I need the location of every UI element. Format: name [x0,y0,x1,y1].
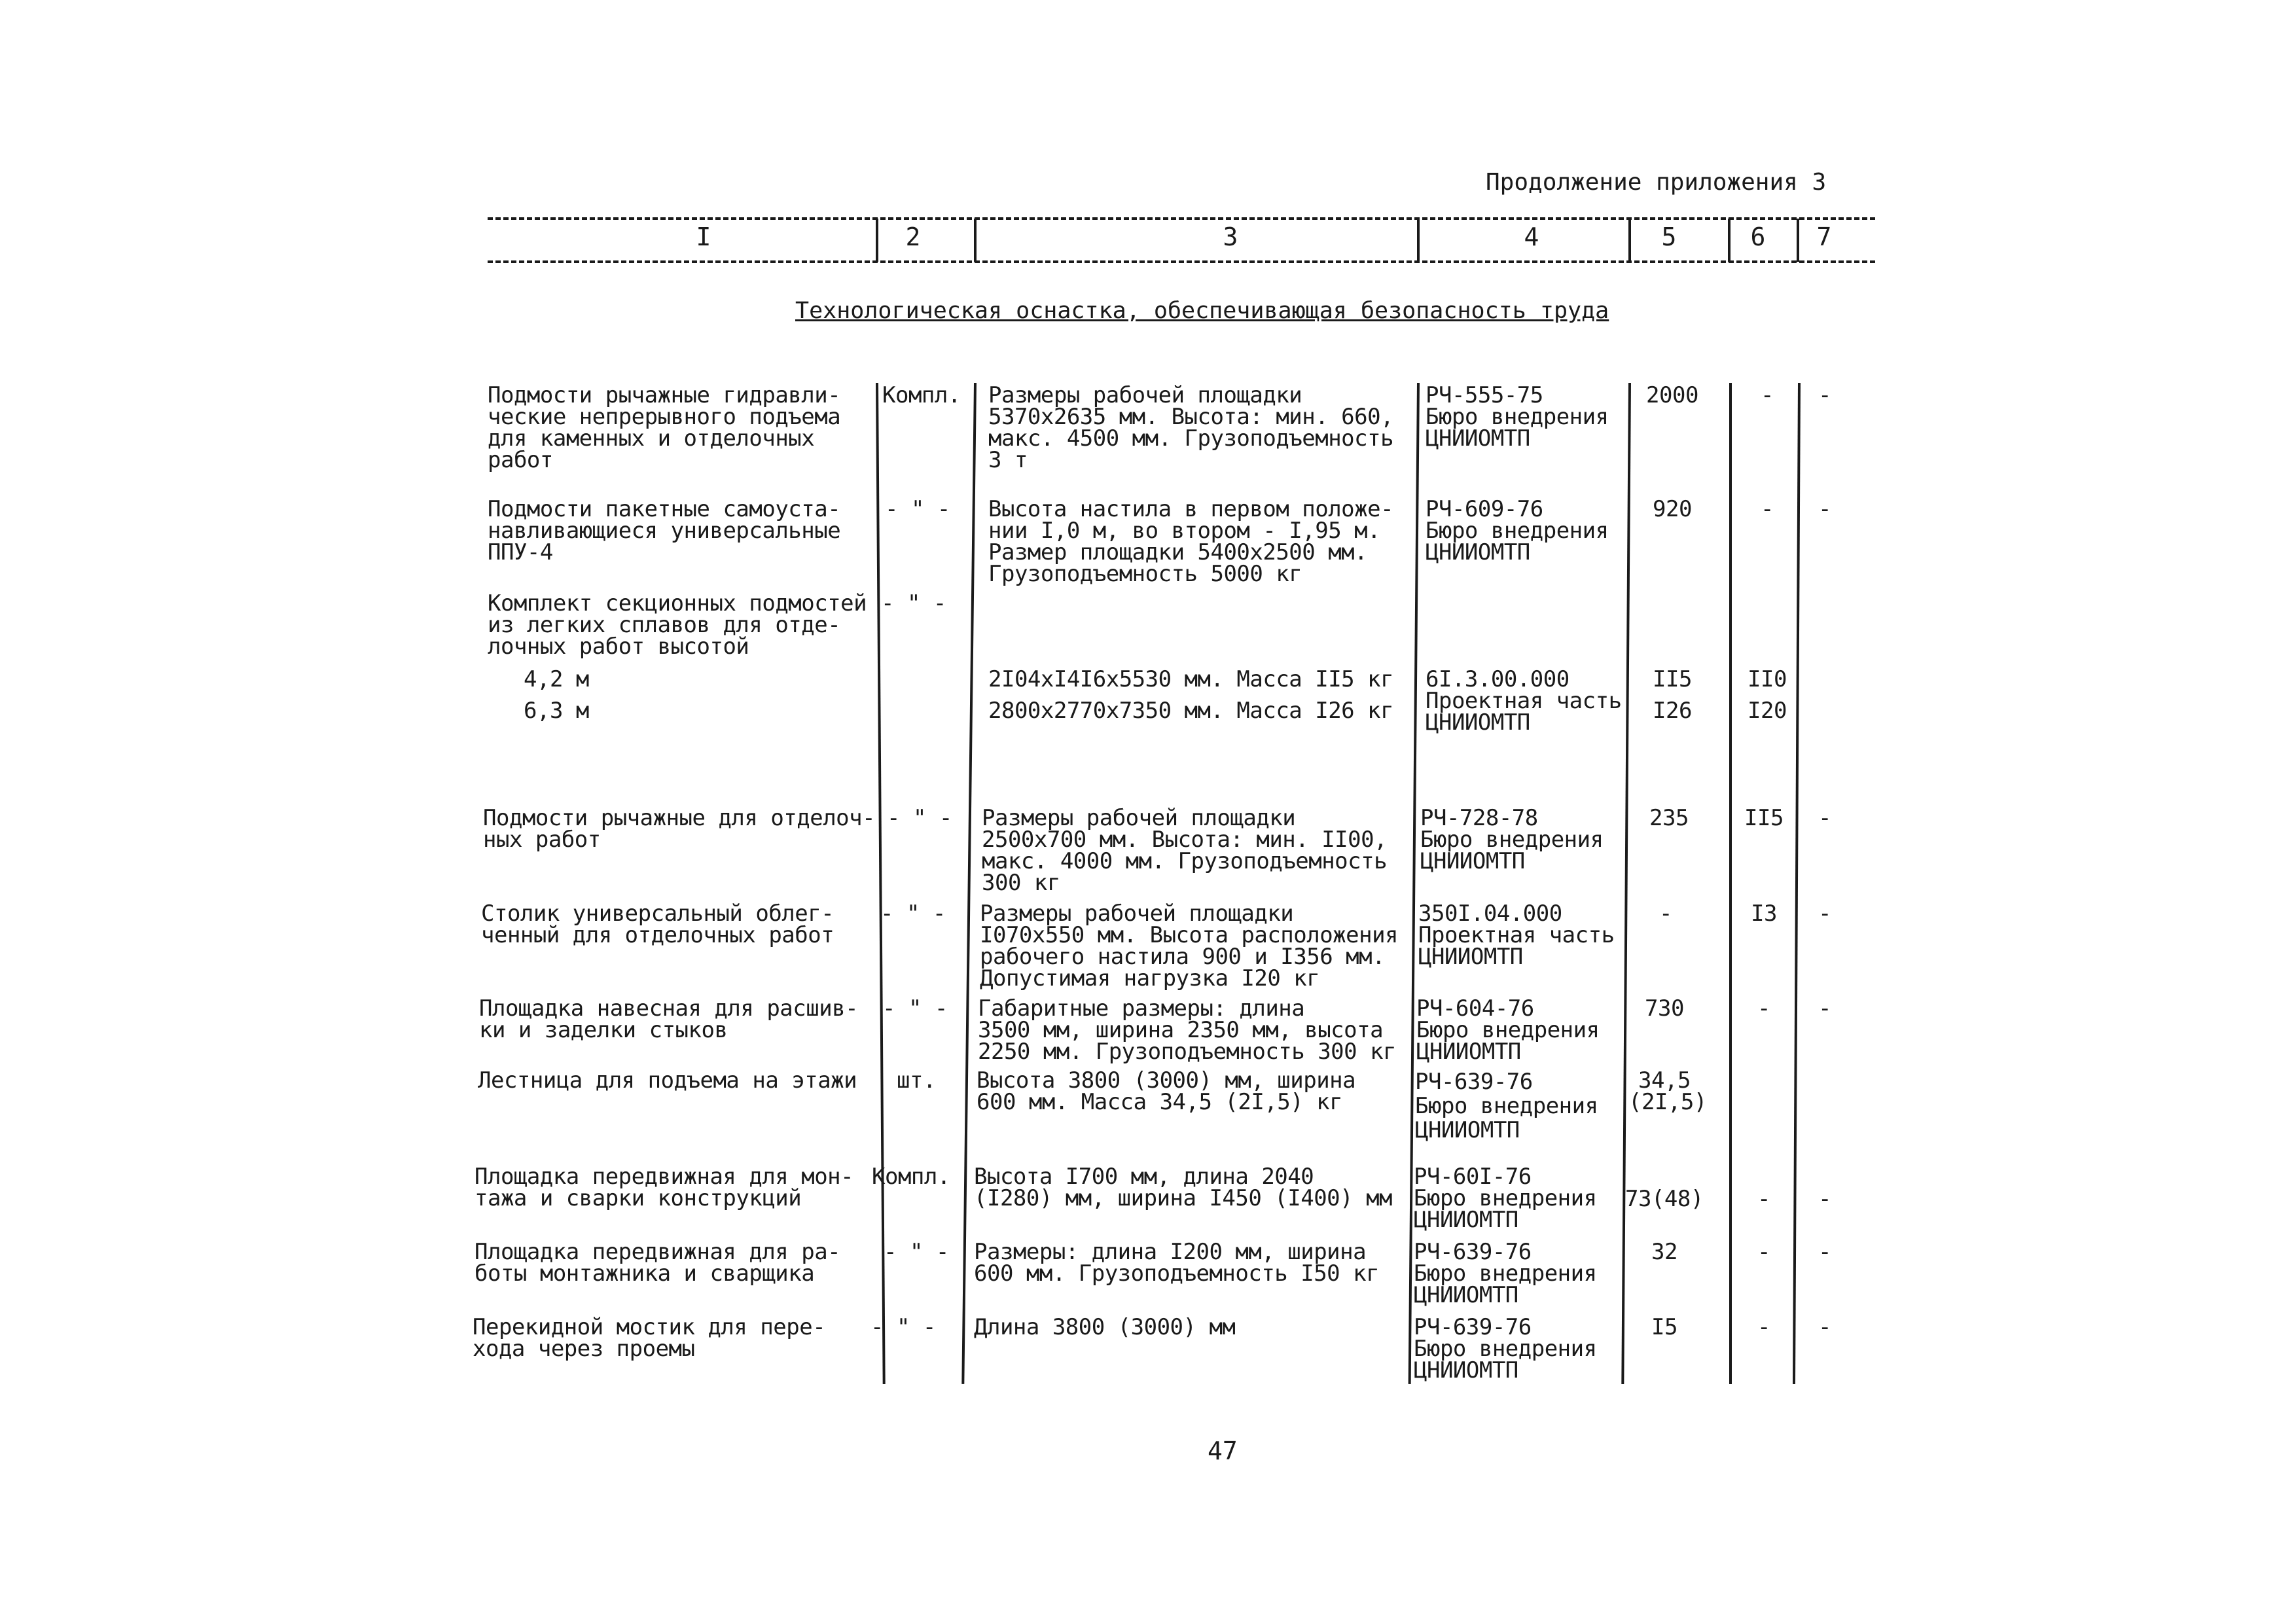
row-col5: 32 [1651,1239,1677,1265]
row-name: Подмости пакетные самоуста- навливающиеся универсальные ППУ-4 [488,496,841,565]
row-col7: - [1818,496,1831,522]
row-unit: - " - [887,805,952,831]
row-doc: 350I.04.000 Проектная часть ЦНИИОМТП [1418,901,1615,970]
column-header-1: I [696,223,711,251]
row-name: Столик универсальный облег- ченный для отделочных работ [481,901,834,948]
column-header-5: 5 [1661,223,1677,251]
row-doc: РЧ-609-76 Бюро внедрения ЦНИИОМТП [1426,496,1609,565]
header-divider [1797,219,1799,262]
row-unit: - " - [885,496,950,522]
row-col6: - [1761,382,1774,408]
row-spec: Размеры рабочей площадки 2500x700 мм. Высота: мин. II00, макс. 4000 мм. Грузоподъемность 300 кг [982,805,1388,896]
header-top-rule [488,217,1875,220]
row-col7: - [1818,805,1831,831]
column-divider [876,383,886,1384]
row-spec: Размеры рабочей площадки 5370x2635 мм. Высота: мин. 660, макс. 4500 мм. Грузоподъемность 3 т [988,382,1394,473]
header-divider [876,219,878,262]
row-col5: I26 [1653,698,1692,724]
row-col5: II5 [1653,666,1692,692]
row-unit: - " - [884,1239,949,1265]
row-col5: 235 [1649,805,1689,831]
row-unit: - " - [881,590,946,616]
row-col6: II5 [1744,805,1784,831]
row-name: Площадка передвижная для ра- боты монтажника и сварщика [475,1239,841,1287]
row-col5: 730 [1645,995,1684,1022]
row-col7: - [1818,1314,1831,1340]
row-spec: 2800x2770x7350 мм. Масса I26 кг [988,698,1394,724]
row-col6: - [1757,995,1770,1022]
header-divider [1417,219,1420,262]
header-divider [1728,219,1731,262]
row-name: 6,3 м [524,698,589,724]
row-name: 4,2 м [524,666,589,692]
row-doc: РЧ-639-76 Бюро внедрения ЦНИИОМТП [1414,1239,1597,1308]
row-col7: - [1818,995,1831,1022]
row-spec: Высота I700 мм, длина 2040 (I280) мм, ширина I450 (I400) мм [974,1164,1393,1211]
column-header-7: 7 [1816,223,1832,251]
header-divider [1628,219,1631,262]
column-header-4: 4 [1524,223,1539,251]
row-col7: - [1818,1239,1831,1265]
row-col6: - [1757,1314,1770,1340]
row-unit: - " - [880,901,946,927]
row-doc: РЧ-639-76 Бюро внедрения ЦНИИОМТП [1415,1069,1598,1143]
row-doc: 6I.3.00.000 Проектная часть ЦНИИОМТП [1426,666,1622,736]
page-number: 47 [1208,1436,1238,1465]
column-header-3: 3 [1223,223,1238,251]
row-name: Перекидной мостик для пере- хода через проемы [473,1314,826,1362]
row-col6: - [1757,1186,1770,1212]
row-spec: Габаритные размеры: длина 3500 мм, ширина 2350 мм, высота 2250 мм. Грузоподъемность 300 кг [978,995,1397,1065]
row-name: Подмости рычажные гидравли- ческие непрерывного подъема для каменных и отделочных работ [488,382,841,473]
row-col6: - [1757,1239,1770,1265]
column-header-2: 2 [905,223,921,251]
row-spec: Размеры: длина I200 мм, ширина 600 мм. Грузоподъемность I50 кг [974,1239,1380,1287]
row-spec: Высота настила в первом положе- нии I,0 м, во втором - I,95 м. Размер площадки 5400x2500 мм. Грузоподъемность 5000 кг [988,496,1394,587]
row-unit: Компл. [872,1164,950,1190]
row-col7: - [1818,901,1831,927]
row-col6: - [1761,496,1774,522]
row-name: Подмости рычажные для отделоч- ных работ [483,805,876,853]
row-spec: 2I04xI4I6x5530 мм. Масса II5 кг [988,666,1394,692]
row-col7: - [1818,1186,1831,1212]
row-spec: Длина 3800 (3000) мм [974,1314,1236,1340]
row-name: Площадка навесная для расшив- ки и заделки стыков [479,995,859,1043]
row-col5: - [1659,901,1672,927]
section-title: Технологическая оснастка, обеспечивающая безопасность труда [795,298,1609,324]
column-divider [1408,383,1420,1384]
row-doc: РЧ-728-78 Бюро внедрения ЦНИИОМТП [1420,805,1604,874]
row-spec: Размеры рабочей площадки I070x550 мм. Высота расположения рабочего настила 900 и I356 мм. Допустимая нагрузка I20 кг [980,901,1399,991]
column-divider [1621,383,1631,1384]
row-name: Лестница для подъема на этажи [478,1067,857,1094]
row-name: Площадка передвижная для мон- тажа и сварки конструкций [475,1164,854,1211]
column-header-6: 6 [1750,223,1766,251]
row-doc: РЧ-604-76 Бюро внедрения ЦНИИОМТП [1416,995,1600,1065]
row-unit: шт. [897,1067,936,1094]
row-doc: РЧ-555-75 Бюро внедрения ЦНИИОМТП [1426,382,1609,452]
row-col6: I20 [1748,698,1787,724]
row-name: Комплект секционных подмостей из легких сплавов для отде- лочных работ высотой [488,590,867,660]
row-col5: 73(48) [1625,1186,1704,1212]
row-col5: I5 [1651,1314,1677,1340]
row-col5: 920 [1653,496,1692,522]
column-divider [961,383,977,1384]
row-doc: РЧ-639-76 Бюро внедрения ЦНИИОМТП [1414,1314,1597,1383]
row-col7: - [1818,382,1831,408]
row-unit: Компл. [882,382,961,408]
row-col5: 34,5 (2I,5) [1628,1067,1707,1115]
row-unit: - " - [882,995,948,1022]
row-spec: Высота 3800 (3000) мм, ширина 600 мм. Масса 34,5 (2I,5) кг [977,1067,1356,1115]
row-col6: II0 [1748,666,1787,692]
row-col6: I3 [1751,901,1777,927]
header-divider [974,219,977,262]
column-divider [1793,383,1801,1384]
row-unit: - " - [870,1314,936,1340]
row-doc: РЧ-60I-76 Бюро внедрения ЦНИИОМТП [1414,1164,1597,1233]
header-bottom-rule [488,260,1875,263]
column-divider [1729,383,1732,1384]
continuation-note: Продолжение приложения 3 [1486,169,1827,196]
row-col5: 2000 [1646,382,1698,408]
